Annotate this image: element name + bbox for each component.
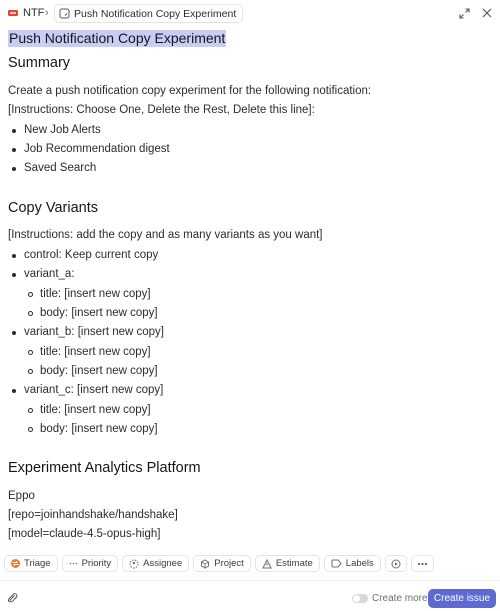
list-item: New Job Alerts [24,124,101,136]
assignee-icon [129,559,139,569]
summary-intro: Create a push notification copy experiment for the following notification: [8,85,372,97]
modal-footer [0,580,500,611]
priority-label: Priority [81,558,112,569]
property-toolbar [4,555,434,573]
variants-instructions: [Instructions: add the copy and as many variants as you want] [8,229,323,241]
more-icon [417,559,428,569]
team-name: NTF [23,7,45,19]
issue-title[interactable]: Push Notification Copy Experiment [9,30,226,46]
list-item: title: [insert new copy] [40,346,151,358]
create-more-toggle[interactable] [352,594,368,603]
team-selector[interactable] [8,7,44,19]
analytics-heading: Experiment Analytics Platform [8,460,201,476]
modal-header [0,0,500,28]
list-item: variant_a: [24,268,75,280]
project-button[interactable] [193,555,251,572]
project-label: Project [214,558,244,569]
breadcrumb-issue[interactable] [54,4,243,23]
list-item: body: [insert new copy] [40,423,158,435]
repo-tag: [repo=joinhandshake/handshake] [8,509,178,521]
assignee-label: Assignee [143,558,183,569]
labels-label: Labels [345,558,374,569]
analytics-platform: Eppo [8,490,35,502]
create-more-label: Create more [372,593,428,604]
list-item: body: [insert new copy] [40,307,158,319]
summary-instructions: [Instructions: Choose One, Delete the Rest, Delete this line]: [8,104,315,116]
labels-button[interactable] [324,555,381,572]
priority-button[interactable] [62,555,119,572]
breadcrumb-issue-label: Push Notification Copy Experiment [74,7,237,20]
expand-button[interactable] [457,6,471,20]
estimate-button[interactable] [255,555,320,572]
list-item: control: Keep current copy [24,249,158,261]
project-icon [200,559,210,569]
cycle-button[interactable] [385,555,407,572]
list-item: variant_c: [insert new copy] [24,384,163,396]
team-icon [8,8,18,18]
list-item: variant_b: [insert new copy] [24,326,164,338]
more-button[interactable] [411,555,434,572]
label-icon [331,559,342,568]
list-item: Saved Search [24,162,96,174]
play-circle-icon [391,559,401,569]
expand-icon [459,8,470,19]
close-button[interactable] [480,6,494,20]
estimate-label: Estimate [275,558,313,569]
close-icon [482,8,492,18]
document-icon [59,8,70,19]
create-issue-button[interactable]: Create issue [428,589,496,608]
list-item: Job Recommendation digest [24,143,170,155]
breadcrumb-separator: › [45,7,49,19]
paperclip-icon [7,592,18,604]
triage-label: Triage [24,558,51,569]
copy-variants-heading: Copy Variants [8,200,98,216]
list-item: body: [insert new copy] [40,365,158,377]
list-item: title: [insert new copy] [40,288,151,300]
triage-icon [11,559,20,568]
list-item: title: [insert new copy] [40,404,151,416]
triage-button[interactable] [4,555,58,572]
estimate-icon [262,559,272,569]
model-tag: [model=claude-4.5-opus-high] [8,528,161,540]
attach-button[interactable] [7,591,18,609]
toggle-knob [353,595,360,602]
assignee-button[interactable] [122,555,189,572]
summary-heading: Summary [8,55,71,71]
priority-icon [69,559,78,568]
